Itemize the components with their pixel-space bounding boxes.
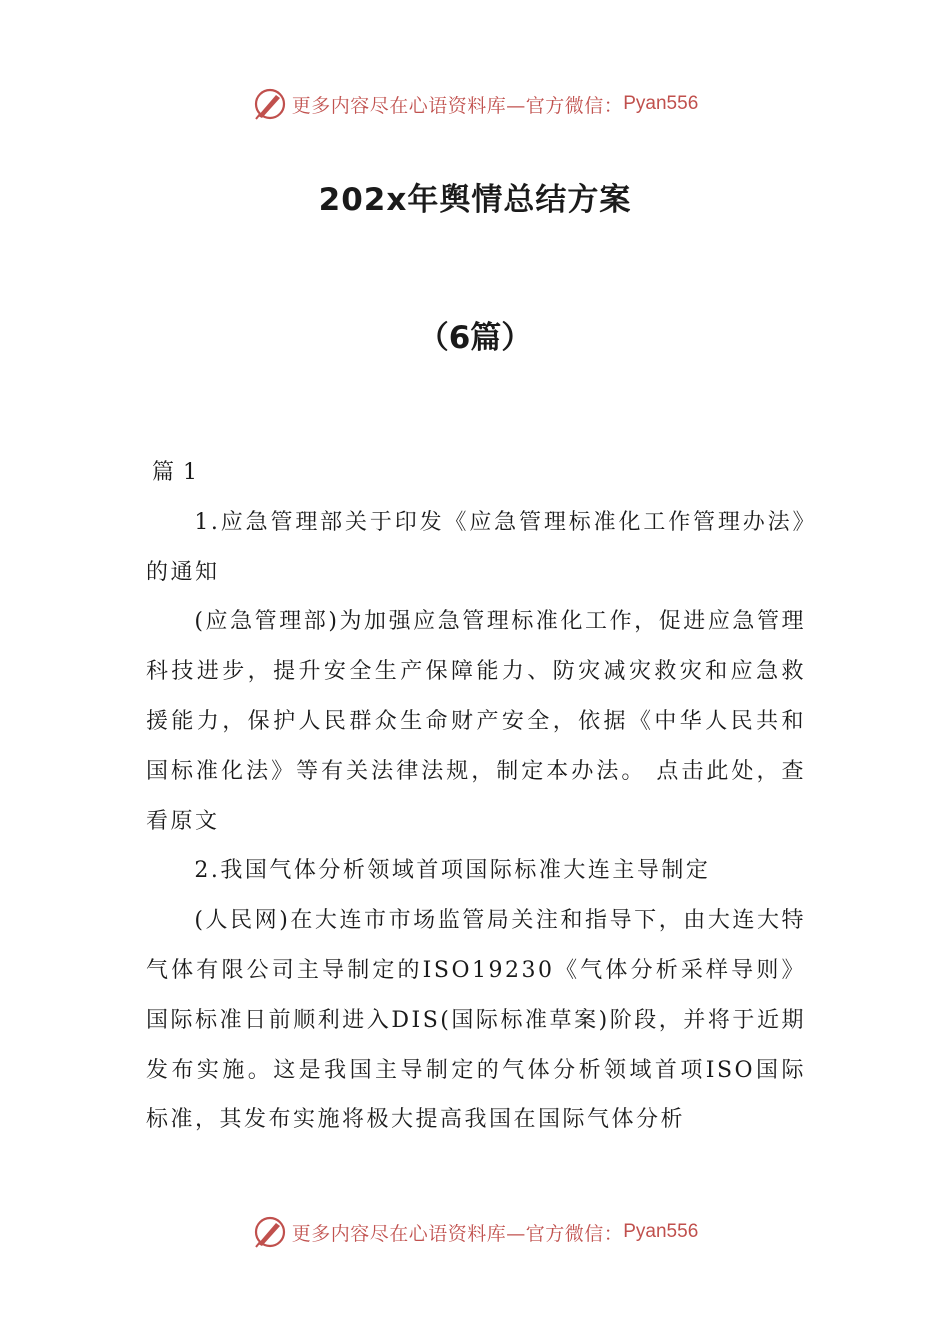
- watermark-text: 更多内容尽在心语资料库—官方微信：: [291, 1222, 624, 1245]
- quill-logo-icon: [252, 1214, 288, 1250]
- document-title: 202x年舆情总结方案: [318, 182, 632, 218]
- document-subtitle: （6篇）: [417, 320, 533, 356]
- paragraph-3: 2.我国气体分析领域首项国际标准大连主导制定: [194, 858, 711, 884]
- paragraph-1: 1.应急管理部关于印发《应急管理标准化工作管理办法》的通知: [146, 509, 806, 585]
- quill-logo-icon: [252, 86, 288, 122]
- document-body: [146, 448, 806, 1145]
- watermark-text: 更多内容尽在心语资料库—官方微信：: [291, 94, 624, 117]
- paragraph-2: (应急管理部)为加强应急管理标准化工作，促进应急管理科技进步，提升安全生产保障能力、防灾减灾救灾和应急救援能力，保护人民群众生命财产安全，依据《中华人民共和国标准化法》等有关法律法规，制定本办法。 点击此处，查看原文: [146, 609, 806, 834]
- paragraph-4: (人民网)在大连市市场监管局关注和指导下，由大连大特气体有限公司主导制定的ISO19230《气体分析采样导则》国际标准日前顺利进入DIS(国际标准草案)阶段，并将于近期发布实施。这是我国主导制定的气体分析领域首项ISO国际标准，其发布实施将极大提高我国在国际气体分析: [146, 908, 806, 1133]
- footer-watermark: [0, 1212, 950, 1252]
- watermark-code: Pyan556: [623, 1221, 699, 1242]
- section-label: 篇 1: [152, 460, 198, 485]
- watermark-code: Pyan556: [623, 93, 699, 114]
- header-watermark: [0, 84, 950, 124]
